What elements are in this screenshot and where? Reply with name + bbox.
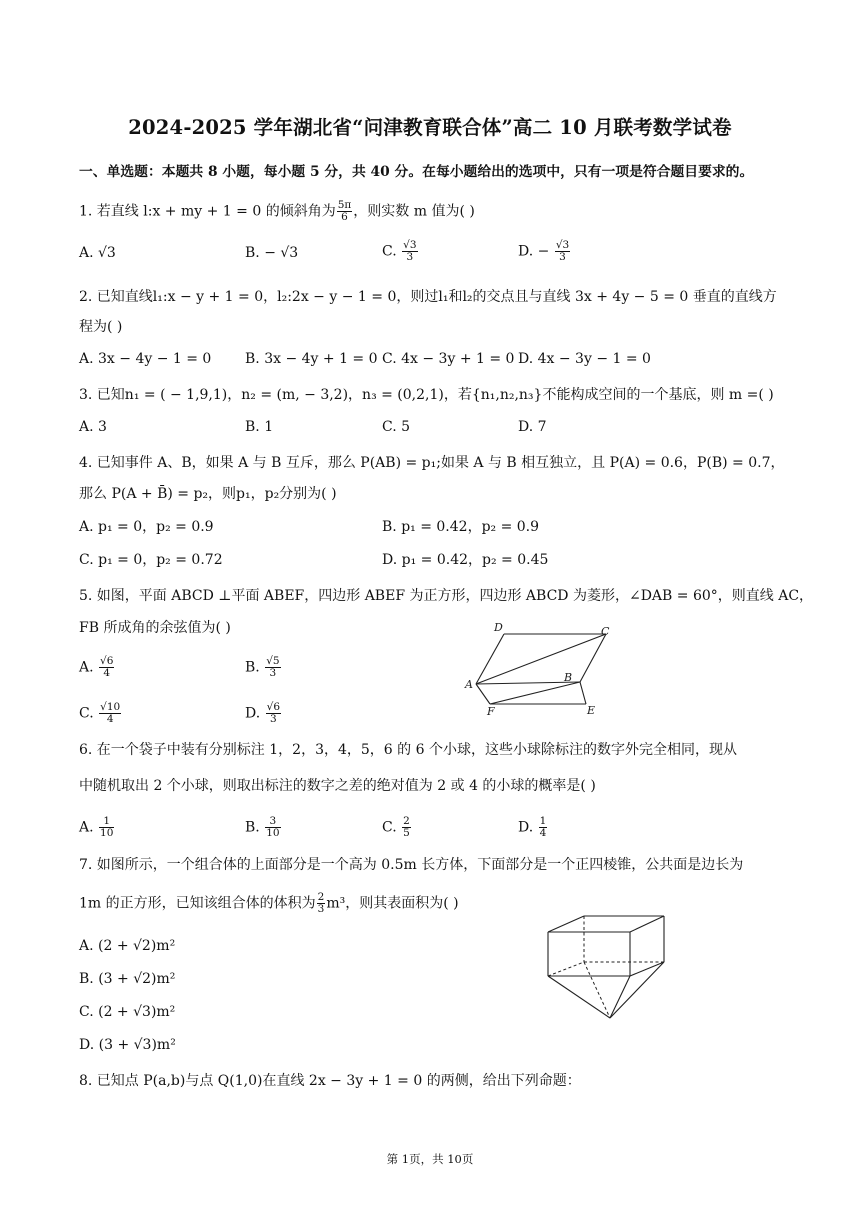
question-6-stem-line-1: 6. 在一个袋子中装有分别标注 1，2，3，4，5，6 的 6 个小球，这些小球除标注的数字外完全相同，现从 <box>79 742 737 758</box>
q2-option-b: B. 3x − 4y + 1 = 0 <box>245 351 378 367</box>
question-4-stem-line-2: 那么 P(A + B̄) = p₂，则p₁，p₂分别为( ) <box>79 486 337 502</box>
q5-option-a: A. $\frac{√6}{4}$ <box>79 655 114 679</box>
q4-option-d: D. p₁ = 0.42，p₂ = 0.45 <box>382 552 549 568</box>
q1-option-a: A. √3 <box>79 245 116 261</box>
q5-option-b: B. $\frac{√5}{3}$ <box>245 655 280 679</box>
question-4-stem-line-1: 4. 已知事件 A、B，如果 A 与 B 互斥，那么 P(AB) = p₁;如果 A 与 B 相互独立，且 P(A) = 0.6，P(B) = 0.7， <box>79 455 785 471</box>
q1-option-b: B. − √3 <box>245 245 299 261</box>
q2-option-d: D. 4x − 3y − 1 = 0 <box>518 351 651 367</box>
question-1-stem: 1. 若直线 l:x + my + 1 = 0 的倾斜角为 $\frac{5\pi}{6}$ ，则实数 m 值为( ) <box>79 199 475 223</box>
q4-option-c: C. p₁ = 0，p₂ = 0.72 <box>79 552 223 568</box>
q7-option-b: B. (3 + √2)m² <box>79 971 176 987</box>
q3-option-c: C. 5 <box>382 419 411 435</box>
label-c: C <box>601 625 610 638</box>
label-f: F <box>487 705 495 718</box>
q4-option-a: A. p₁ = 0，p₂ = 0.9 <box>79 519 214 535</box>
label-d: D <box>494 621 503 634</box>
q6-option-a: A. $\frac{1}{10}$ <box>79 815 114 839</box>
rhombus-square-figure <box>460 620 630 720</box>
q7-option-c: C. (2 + √3)m² <box>79 1004 176 1020</box>
label-e: E <box>587 704 596 717</box>
q2-option-c: C. 4x − 3y + 1 = 0 <box>382 351 515 367</box>
label-a: A <box>465 678 473 691</box>
q5-option-c: C. $\frac{√10}{4}$ <box>79 701 121 725</box>
q3-option-a: A. 3 <box>79 419 107 435</box>
fraction: $\frac{5\pi}{6}$ <box>337 199 352 223</box>
q7-option-d: D. (3 + √3)m² <box>79 1037 176 1053</box>
question-3-stem: 3. 已知n₁ = ( − 1,9,1)，n₂ = (m, − 3,2)，n₃ = (0,2,1)，若{n₁,n₂,n₃}不能构成空间的一个基底，则 m =( ) <box>79 387 774 403</box>
page-footer: 第 1页，共 10页 <box>386 1152 474 1166</box>
q2-option-a: A. 3x − 4y − 1 = 0 <box>79 351 212 367</box>
question-7-stem-line-2: 1m 的正方形，已知该组合体的体积为 $\frac{2}{3}$ m³，则其表面积为( ) <box>79 891 459 915</box>
q6-option-c: C. $\frac{2}{5}$ <box>382 815 410 839</box>
q6-option-b: B. $\frac{3}{10}$ <box>245 815 280 839</box>
question-8-stem: 8. 已知点 P(a,b)与点 Q(1,0)在直线 2x − 3y + 1 = 0 的两侧，给出下列命题： <box>79 1073 581 1089</box>
prism-pyramid-figure <box>540 910 670 1025</box>
label-b: B <box>564 671 573 684</box>
question-7-stem-line-1: 7. 如图所示，一个组合体的上面部分是一个高为 0.5m 长方体，下面部分是一个正四棱锥，公共面是边长为 <box>79 857 744 873</box>
question-2-stem-line-1: 2. 已知直线l₁:x − y + 1 = 0，l₂:2x − y − 1 = 0，则过l₁和l₂的交点且与直线 3x + 4y − 5 = 0 垂直的直线方 <box>79 289 777 305</box>
section-heading: 一、单选题：本题共 8 小题，每小题 5 分，共 40 分。在每小题给出的选项中，只有一项是符合题目要求的。 <box>79 164 754 180</box>
question-2-stem-line-2: 程为( ) <box>79 319 123 335</box>
question-5-stem-line-2: FB 所成角的余弦值为( ) <box>79 620 231 636</box>
page-title: 2024-2025 学年湖北省“问津教育联合体”高二 10 月联考数学试卷 <box>128 116 732 139</box>
q4-option-b: B. p₁ = 0.42，p₂ = 0.9 <box>382 519 540 535</box>
q7-option-a: A. (2 + √2)m² <box>79 938 176 954</box>
q3-option-b: B. 1 <box>245 419 274 435</box>
question-5-stem-line-1: 5. 如图，平面 ABCD ⊥平面 ABEF，四边形 ABEF 为正方形，四边形 ABCD 为菱形，∠DAB = 60°，则直线 AC， <box>79 588 814 604</box>
q5-option-d: D. $\frac{√6}{3}$ <box>245 701 281 725</box>
question-6-stem-line-2: 中随机取出 2 个小球，则取出标注的数字之差的绝对值为 2 或 4 的小球的概率是( ) <box>79 778 596 794</box>
q6-option-d: D. $\frac{1}{4}$ <box>518 815 547 839</box>
q1-option-c: C. $\frac{√3}{3}$ <box>382 239 417 263</box>
q1-option-d: D. − $\frac{√3}{3}$ <box>518 239 570 263</box>
q3-option-d: D. 7 <box>518 419 547 435</box>
